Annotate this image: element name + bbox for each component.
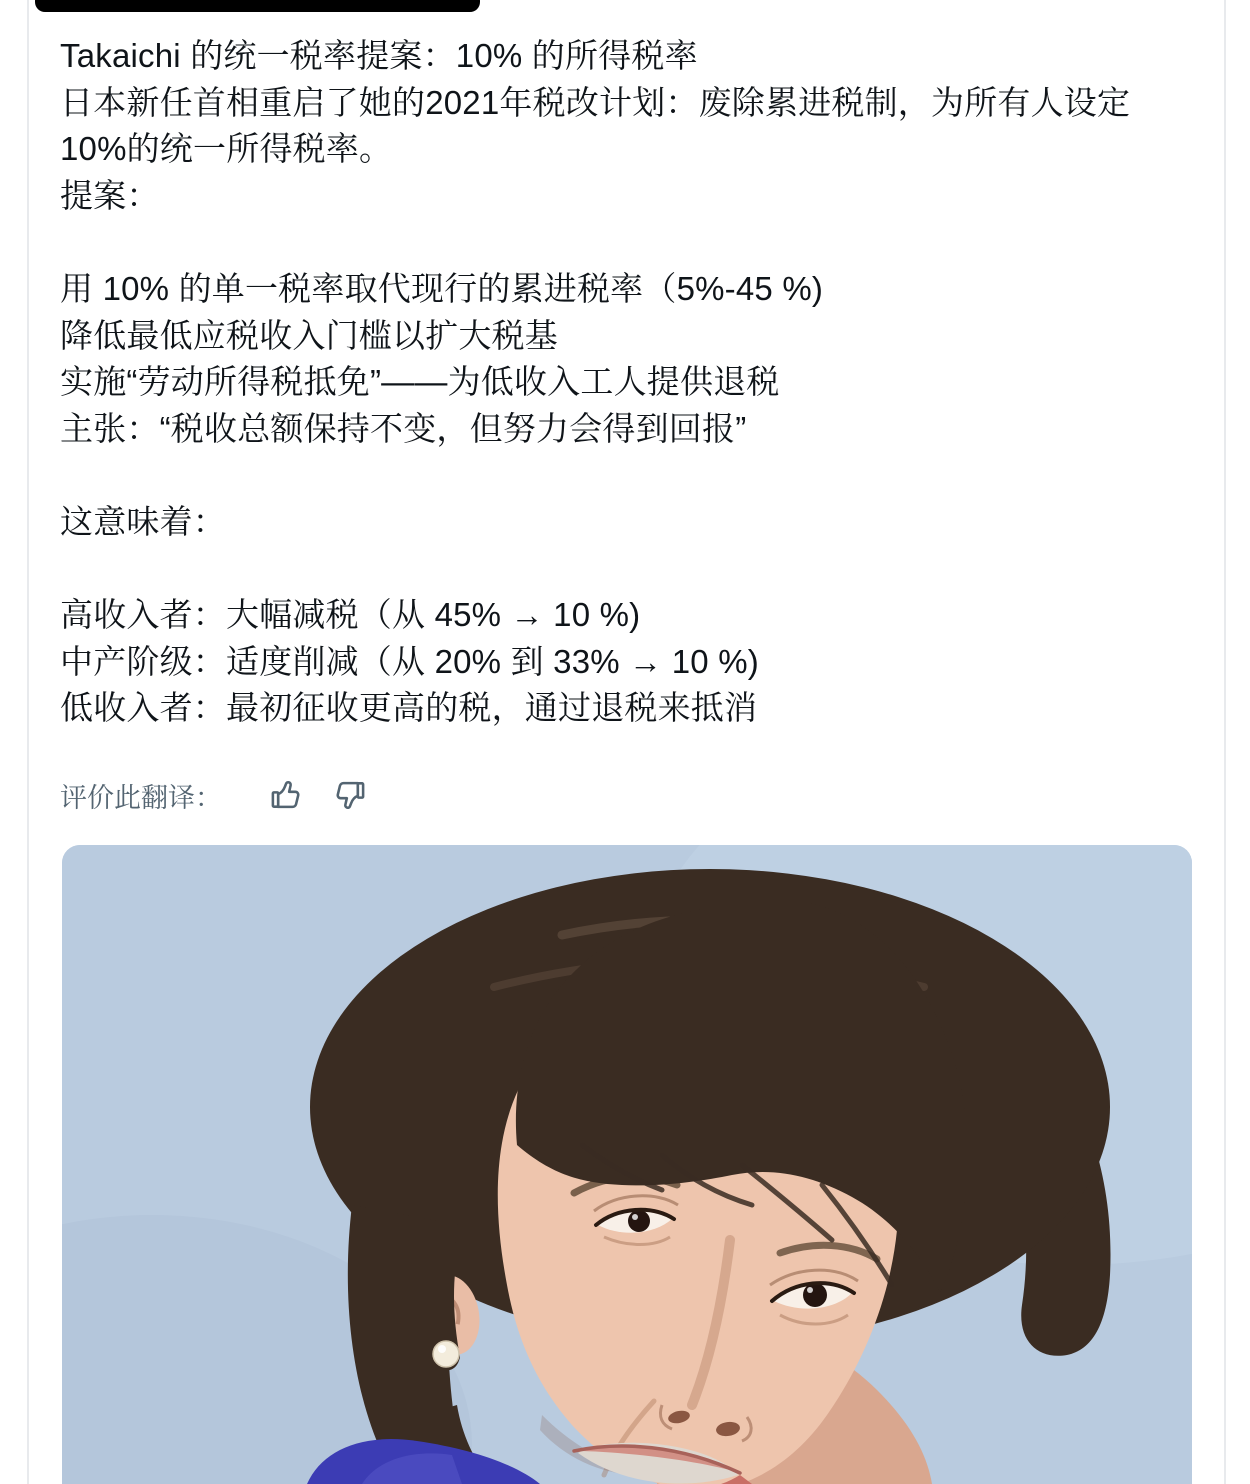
post-line: 10%的统一所得税率。 (60, 130, 393, 168)
post-line: 用 10% 的单一税率取代现行的累进税率（5%-45 %) (60, 269, 824, 307)
post-line-blank (60, 546, 1180, 593)
rate-translation-label: 评价此翻译： (60, 782, 222, 813)
post-line: 降低最低应税收入门槛以扩大税基 (60, 316, 558, 354)
post-line: 高收入者：大幅减税（从 45% → 10 %) (60, 596, 641, 634)
post-line-blank (60, 452, 1180, 499)
post-line: 低收入者：最初征收更高的税，通过退税来抵消 (60, 689, 758, 727)
redacted-text-overlay (35, 0, 480, 12)
post-image[interactable] (62, 845, 1192, 1484)
left-border-line (27, 0, 29, 1484)
thumbs-up-icon (268, 778, 302, 812)
post-line-blank (60, 219, 1180, 266)
rate-translation-row (60, 776, 368, 814)
thumbs-down-button[interactable] (334, 778, 368, 812)
post-line: 主张：“税收总额保持不变，但努力会得到回报” (60, 409, 747, 447)
post-line: 提案： (60, 176, 160, 214)
post-line: 日本新任首相重启了她的2021年税改计划：废除累进税制，为所有人设定 (60, 83, 1131, 121)
right-border-line (1224, 0, 1226, 1484)
post-line: 中产阶级：适度削减（从 20% 到 33% → 10 %) (60, 642, 759, 680)
post-body-text (60, 33, 1180, 732)
post-line: 实施“劳动所得税抵免”——为低收入工人提供退税 (60, 363, 780, 401)
pearl-earring (433, 1341, 459, 1367)
thumbs-up-button[interactable] (268, 778, 302, 812)
portrait-illustration (62, 845, 1192, 1484)
post-line: 这意味着： (60, 502, 226, 540)
post-line: Takaichi 的统一税率提案：10% 的所得税率 (60, 37, 698, 74)
thumbs-down-icon (334, 778, 368, 812)
